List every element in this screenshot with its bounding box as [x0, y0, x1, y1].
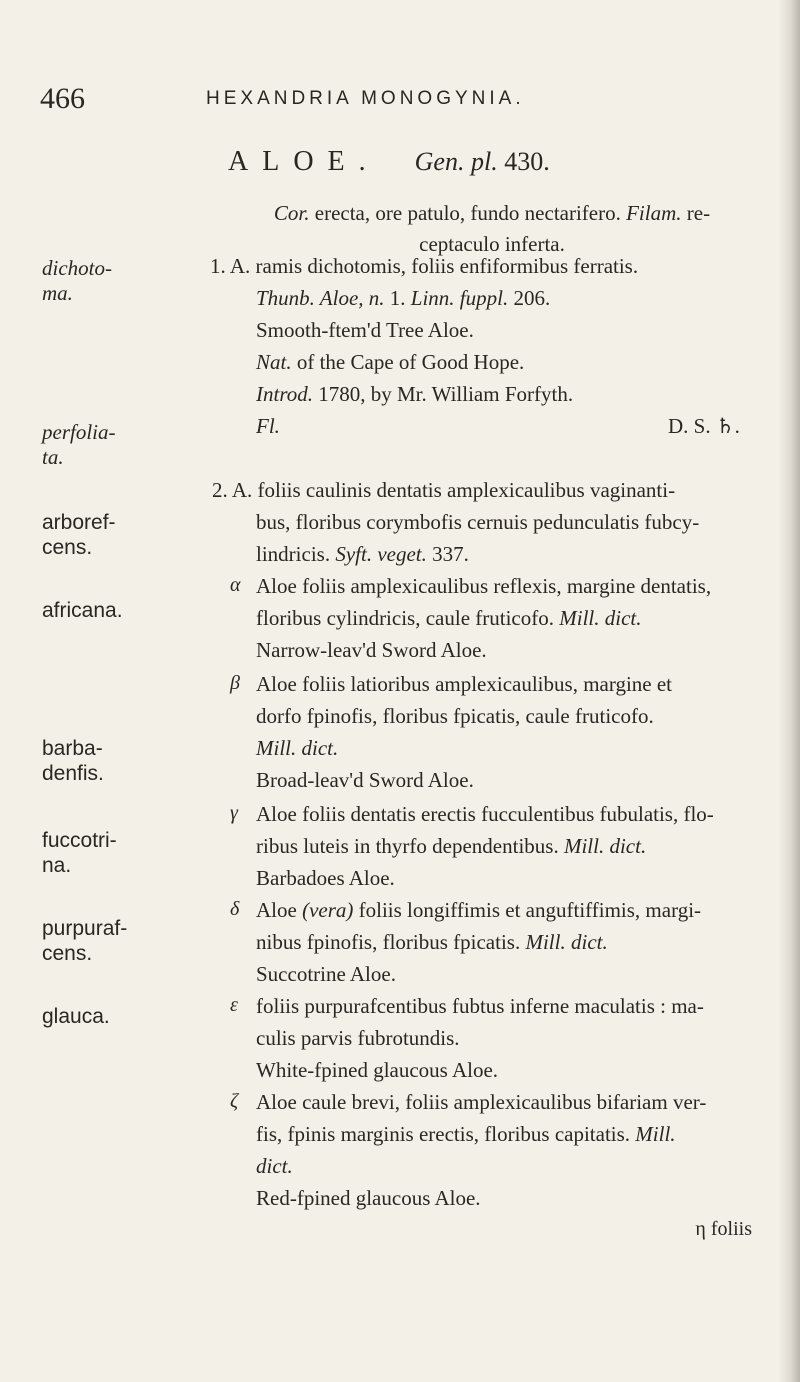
zeta-ref-cont: dict. [256, 1154, 293, 1178]
delta-common-name: Succotrine Aloe. [256, 962, 396, 986]
delta-ref: Mill. dict. [525, 930, 608, 954]
filam-text: re- [686, 201, 711, 225]
nat-label: Nat. [256, 350, 292, 374]
sp2-ref: 337. [432, 542, 469, 566]
margin-succotrina [42, 828, 117, 878]
filam-label: Filam. [626, 201, 682, 225]
variety-epsilon-mark: ε [230, 994, 238, 1016]
margin-text: perfolia- [42, 420, 116, 444]
delta-line-1 [256, 898, 701, 923]
margin-text: africana. [42, 599, 123, 622]
sp1-duration: D. S. ♄. [668, 414, 740, 438]
sp1-fl-label: Fl. [256, 414, 280, 438]
alpha-ref: Mill. dict. [559, 606, 642, 630]
nat-text: of the Cape of Good Hope. [296, 350, 525, 374]
alpha-line-2 [256, 606, 642, 631]
variety-beta-mark: β [230, 672, 240, 694]
zeta-ref: Mill. [635, 1122, 676, 1146]
zeta-common-name: Red-fpined glaucous Aloe. [256, 1186, 481, 1210]
margin-arborescens [42, 510, 116, 560]
margin-text: na. [42, 854, 72, 877]
genus-reference [415, 147, 550, 176]
margin-text: denfis. [42, 762, 104, 785]
genus-ref-label: Gen. pl. [414, 147, 498, 176]
alpha-common-name: Narrow-leav'd Sword Aloe. [256, 638, 487, 662]
delta-line-2 [256, 930, 608, 955]
variety-delta-mark: δ [230, 898, 240, 920]
beta-line-1: Aloe foliis latioribus amplexicaulibus, margine et [256, 672, 673, 696]
epsilon-common-name: White-fpined glaucous Aloe. [256, 1058, 499, 1082]
margin-text: glauca. [42, 1005, 110, 1028]
cor-text: erecta, ore patulo, fundo nectarifero. [314, 201, 621, 225]
sp1-ref: Thunb. Aloe, [256, 286, 364, 310]
margin-text: ma. [42, 281, 73, 305]
sp1-common-name: Smooth-ftem'd Tree Aloe. [256, 318, 474, 342]
sp1-ref: 1. [389, 286, 406, 310]
gamma-ref: Mill. dict. [563, 834, 647, 858]
variety-zeta-mark: ζ [230, 1090, 239, 1112]
page-number: 466 [40, 82, 85, 115]
variety-gamma-mark: γ [230, 802, 238, 824]
margin-text: dichoto- [42, 256, 112, 280]
margin-barbadensis [42, 736, 104, 786]
running-title: HEXANDRIA MONOGYNIA. [206, 88, 525, 109]
genus-diagnosis [232, 198, 752, 260]
sp1-line-1: 1. A. ramis dichotomis, foliis enfiformibus ferratis. [210, 254, 639, 278]
beta-common-name: Broad-leav'd Sword Aloe. [256, 768, 474, 792]
sp2-line-2: bus, floribus corymbofis cernuis pedunculatis fubcy- [256, 510, 700, 534]
sp2-ref: Syft. veget. [335, 542, 427, 566]
gamma-text: ribus luteis in thyrfo dependentibus. [256, 834, 559, 858]
sp1-ref: Linn. fuppl. [410, 286, 509, 310]
diagnosis-line-2: ceptaculo inferta. [419, 232, 565, 256]
margin-perfoliata [42, 420, 116, 470]
diagnosis-line-1 [232, 198, 752, 229]
zeta-line-1: Aloe caule brevi, foliis amplexicaulibus bifariam ver- [256, 1090, 707, 1114]
introd-label: Introd. [256, 382, 313, 406]
alpha-line-1: Aloe foliis amplexicaulibus reflexis, margine dentatis, [256, 574, 712, 598]
beta-line-2: dorfo fpinofis, floribus fpicatis, caule fruticofo. [256, 704, 654, 728]
sp1-ref: n. [368, 286, 385, 310]
sp1-introduced [256, 382, 573, 407]
margin-text: ta. [42, 445, 64, 469]
page-edge-shadow [778, 0, 800, 1382]
variety-alpha-mark: α [230, 574, 241, 596]
delta-text: foliis longiffimis et anguftiffimis, margi- [358, 898, 702, 922]
delta-vera: (vera) [302, 898, 354, 922]
sp1-ref: 206. [513, 286, 551, 310]
genus-ref-number: 430. [504, 147, 550, 176]
gamma-line-1: Aloe foliis dentatis erectis fucculentibus fubulatis, flo- [256, 802, 714, 826]
sp1-line-2 [256, 286, 550, 311]
zeta-text: fis, fpinis marginis erectis, floribus capitatis. [256, 1122, 631, 1146]
introd-text: 1780, by Mr. William Forfyth. [318, 382, 574, 406]
gamma-common-name: Barbadoes Aloe. [256, 866, 395, 890]
alpha-text: floribus cylindricis, caule fruticofo. [256, 606, 554, 630]
gamma-line-2 [256, 834, 646, 859]
margin-purpurascens [42, 916, 127, 966]
genus-name: ALOE. [228, 146, 380, 177]
margin-text: cens. [42, 536, 93, 559]
beta-ref: Mill. dict. [256, 736, 339, 760]
margin-text: purpuraf- [42, 917, 128, 940]
margin-glauca [42, 1004, 110, 1029]
epsilon-line-1: foliis purpurafcentibus fubtus inferne maculatis : ma- [256, 994, 704, 1018]
margin-text: barba- [42, 737, 103, 760]
margin-text: cens. [42, 942, 93, 965]
genus-heading [228, 146, 550, 178]
epsilon-line-2: culis parvis fubrotundis. [256, 1026, 460, 1050]
zeta-line-2 [256, 1122, 676, 1147]
margin-text: arboref- [42, 511, 116, 534]
sp1-native [256, 350, 524, 375]
delta-text: Aloe [256, 898, 297, 922]
sp2-line-1: 2. A. foliis caulinis dentatis amplexicaulibus vaginanti- [212, 478, 676, 502]
cor-label: Cor. [273, 201, 310, 225]
delta-text: nibus fpinofis, floribus fpicatis. [256, 930, 521, 954]
sp2-line-3 [256, 542, 469, 567]
sp2-text: lindricis. [256, 542, 331, 566]
margin-dichotoma [42, 256, 112, 306]
catchword: η foliis [695, 1218, 752, 1240]
margin-africana [42, 598, 123, 623]
margin-text: fuccotri- [42, 829, 117, 852]
